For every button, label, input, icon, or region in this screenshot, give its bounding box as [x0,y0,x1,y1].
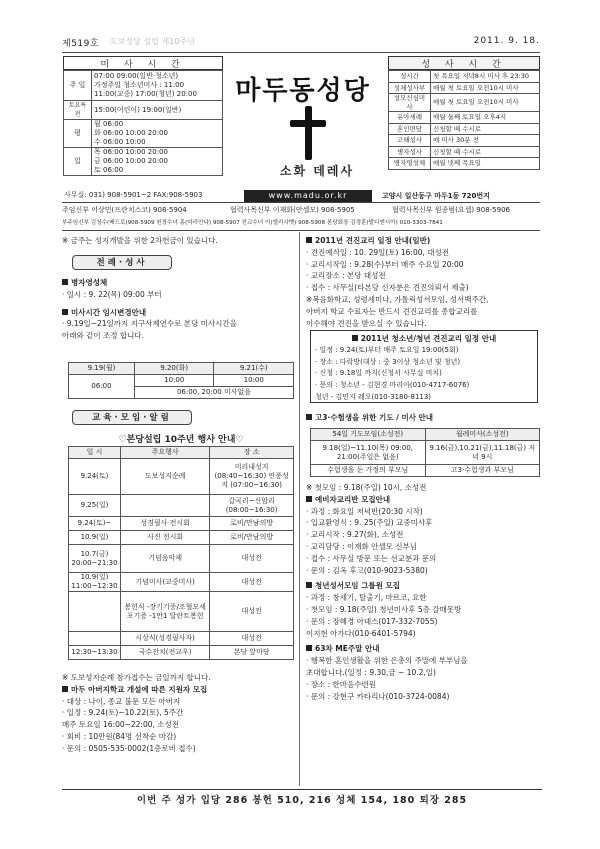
staff-contact: 협력사목신부 원종범(요셉) 908-5906 [392,206,510,214]
top-bar [62,34,540,50]
sacrament-row [389,94,540,112]
section-line: · 과정 : 화요일 저녁반(20:30 시작) [306,506,423,516]
table-header: 장 소 [210,447,294,459]
table-header: 54일 기도모임(소성전) [311,429,426,441]
sacrament-row [389,112,540,124]
table-cell: 시상식(성경필사자) [120,632,209,646]
note-pilgrimage: ※ 도보성지순례 참가접수는 금일까지 합니다. [62,673,211,682]
mass-time: 토 06:00 [94,166,124,174]
square-bullet-icon [306,237,312,243]
mass-time: 금 06:00 10:00 20:00 [94,157,168,165]
section-pill-education: 교육·모임·알림 [72,410,192,425]
section-line: 이지현 아가다(010-6401-5794) [306,628,416,638]
square-bullet-icon [62,309,68,315]
mass-day: 일 [64,148,92,176]
square-bullet-icon [62,279,68,285]
table-header: 9.19(월) [69,363,135,375]
table-cell: 대성전 [210,545,294,573]
section-line: · 문의 : 장혜경 아녜스(017-332-7055) [306,616,438,626]
table-row [69,545,294,573]
mass-times-table [63,70,223,176]
section-line: · 대상 : 나이, 종교 불문 모든 아버지 [62,696,181,706]
sacrament-name: 고해성사 [389,135,431,147]
mass-time: 월 06:00 [94,120,124,128]
sacrament-row [389,146,540,158]
event-title: ♡본당설립 10주년 행사 안내♡ [118,435,244,445]
section-line: · 교리장소 : 본당 대성전 [306,271,386,281]
table-header: 9.20(화) [134,363,213,375]
mass-time: 15:00(어린이) 19:00(일반) [92,101,223,120]
square-bullet-icon [306,645,312,651]
sacrament-schedule: 매월 첫 토요일 오전10시 미사 [431,94,540,112]
table-cell: 로비/만남의방 [210,531,294,545]
section-heading: 병자영성체 [62,277,294,289]
section-line: · 9.19일~21일까지 지구사제연수로 본당 미사시간을 [62,319,237,329]
section-line: ※복음화학교, 성령세미나, 가톨릭성서모임, 성서백주간, [306,294,489,304]
table-cell: 10.9(일) [69,531,121,545]
mass-times-title: 미 사 시 간 [63,56,223,70]
section-line: 매주 토요일 16:00~22:00, 소성전 [62,720,180,730]
table-cell: 대성전 [210,573,294,592]
table-row [69,531,294,545]
hymn-footer: 이번 주 성가 입당 286 봉헌 510, 216 성체 154, 180 퇴장 285 [62,789,542,805]
section-heading: 고3·수험생을 위한 기도 / 미사 안내 [306,412,542,424]
sacrament-schedule: 신청할 때 수시로 [431,123,540,135]
mass-change-table [68,362,294,399]
section-line: · 일정 : 9.24(토)부터 매주 토요일 19:00(5회) [315,345,459,354]
table-cell: 본당 앞마당 [210,646,294,660]
table-cell: 기념음악제 [120,545,209,573]
section-pill-liturgy: 전례·성사 [72,255,172,270]
table-cell: 9.24(토) [69,459,121,495]
section-line: · 문의 : 강현구 카타리나(010-3724-0084) [306,691,450,701]
table-cell: 기념미사(교중미사) [120,573,209,592]
table-cell: 미리내성지 (08:40~16:30) 연풍성지 (07:00~16:30) [210,459,294,495]
mass-day: 평 [64,120,92,148]
table-header: 주요행사 [120,447,209,459]
anniversary-events-table [68,446,294,660]
sacrament-name: 혼인면담 [389,123,431,135]
left-column [62,235,294,247]
table-header: 월례미사(소성전) [425,429,540,441]
table-cell: 대성전 [210,632,294,646]
prayer-table [310,428,540,477]
square-bullet-icon [306,582,312,588]
table-row [69,495,294,517]
table-row [69,646,294,660]
sacrament-row [389,71,540,83]
section-heading: 미사시간 임시변경안내 [62,307,294,319]
column-divider [299,232,300,786]
table-cell [120,495,209,517]
sacrament-schedule: 매 미사 30분 전 [431,135,540,147]
table-row [69,632,294,646]
sacrament-name: 유아세례 [389,112,431,124]
section-heading: 청년성서모임 그룹원 모집 [306,580,542,592]
section-heading: 2011년 견진교리 일정 안내(일반) [306,235,542,247]
table-row [69,459,294,495]
table-cell: 9.25(일) [69,495,121,517]
table-cell: 국수잔치(전교우) [120,646,209,660]
right-block-3 [306,412,542,424]
mass-time: 화 06:00 10:00 20:00 [94,129,168,137]
table-header: 9.21(수) [214,363,294,375]
mass-time: 수 06:00 10:00 [94,138,146,146]
staff-line-2: 부주임신부 김청수(베드로)908-5909 원장수녀 홍(마리안나) 908-5907 전교수녀 이(엘리사벳) 908-5908 본당회장 김정훈(발디엔시아) 010-3303-7841 [62,220,443,226]
mass-time: 07:00 09:00(일반·청소년) [94,72,179,80]
section-line: · 교리시작 : 9.27(화), 소성전 [306,530,404,540]
sacrament-times-title: 성 사 시 간 [388,56,540,70]
youth-confirmation-box [310,330,538,403]
square-bullet-icon [62,686,68,692]
section-line: · 장소 : 한마음수련원 [306,679,377,689]
left-block-2 [62,672,294,755]
section-line: · 견진예식일 : 10. 29일(토) 16:00, 대성전 [306,247,449,257]
staff-contact: 주임신부 이상민(프란치스코) 908-5904 [62,206,187,214]
table-cell: 12:30~13:30 [69,646,121,660]
table-cell [69,632,121,646]
section-line: · 교리담당 : 이재화 안셀모 신부님 [306,541,418,551]
table-cell: 06:00, 20:00 미사없음 [134,387,293,399]
table-cell: 10:00 [214,375,294,387]
table-cell: 9.24(토)~ [69,517,121,531]
section-line: 초대합니다.(일정 : 9.30,금 ~ 10.2,일) [306,667,436,677]
section-line: · 일시 : 9. 22(목) 09:00 부터 [62,289,162,299]
section-heading: 예비자교리반 모집안내 [306,494,542,506]
table-cell: 성경필사 전시회 [120,517,209,531]
section-line: · 입교환영식 : 9. 25(주일) 교중미사후 [306,518,433,528]
sacrament-schedule: 첫 목요일 저녁8시 미사 후 23:30 [431,71,540,83]
right-block-1 [306,235,542,329]
top-rule [62,52,540,53]
sacrament-name: 성체성사부 [389,82,431,94]
section-line: · 접수 : 사무실(타본당 신자분은 견진의뢰서 제출) [306,283,469,293]
sacrament-name: 병자성사 [389,146,431,158]
table-row [69,592,294,632]
table-cell: 06:00 [69,375,135,399]
sacrament-name: 성시간 [389,71,431,83]
section-line: 아버지 학교 수료자는 반드시 견진교리를 종합교리를 [306,306,478,316]
section-heading: 마두 아버지학교 개설에 따른 지원자 모집 [62,684,294,696]
section-line: 아래와 같이 조정 합니다. [62,331,144,341]
sacrament-row [389,158,540,170]
table-cell: 9.18(일)~11.10(목) 09:00, 21:00(주일은 없음) [311,441,426,465]
website-link[interactable]: www.madu.or.kr [244,190,372,202]
section-line: · 문의 : 청소년 - 김현경 마리아(010-4717-6076) [315,381,470,390]
table-cell: 도보성지순례 [120,459,209,495]
mass-time: 11:00(교중) 17:00(청년) 20:00 [94,90,197,98]
patron-saint: 소화 데레사 [279,164,355,178]
staff-contact: 협력사목신부 이재화(안셀모) 908-5905 [230,206,355,214]
office-phone: 사무실: 031) 908-5901~2 FAX:908-5903 [64,191,203,199]
note-second-collection: ※ 금주는 성지개발을 위한 2차헌금이 있습니다. [62,236,218,245]
section-line: · 문의 : 김옥 후고(010-9023-5380) [306,565,428,575]
staff-line-1 [62,205,542,215]
sacrament-schedule: 신청할 때 수시로 [431,146,540,158]
sacrament-name: 성모신심미사 [389,94,431,112]
table-cell: 로비/만남의방 [210,517,294,531]
table-cell: 대성전 [210,592,294,632]
table-cell: 갈곡리~신암리 (08:00~16:30) [210,495,294,517]
section-heading: 2011년 청소년/청년 견진교리 일정 안내 [315,333,533,345]
mass-time: 목 06:00 10:00 20:00 [94,148,168,156]
section-line: · 접수 : 사무실 방문 또는 선교분과 문의 [306,553,437,563]
issue-date: 2011. 9. 18. [473,36,540,46]
table-header: 일 시 [69,447,121,459]
table-cell: 사진 전시회 [120,531,209,545]
faint-banner-text: 도보성당 설립 제10주년 [110,37,195,46]
section-line: · 과정 : 창세기, 탈출기, 마르코, 요한 [306,593,427,603]
mass-day: 토요특전 [64,101,92,120]
sacrament-row [389,123,540,135]
table-cell: 고3·수험생과 부모님 [425,465,540,477]
sacrament-schedule: 매월 첫 토요일 오전10시 미사 [431,82,540,94]
mass-day: 주 일 [64,71,92,101]
section-line: · 신청 : 9.18일 까지(신청서 사무실 비치) [315,369,442,378]
sacrament-schedule: 매월 넷째 목요일 [431,158,540,170]
note-first-meeting: ※ 첫모임 : 9.18(주일) 10시, 소성전 [306,483,427,492]
cross-logo-icon [290,106,326,160]
sacrament-row [389,82,540,94]
table-cell: 봉헌식 -장기기증/조혈모세포기증 -1만1 달란트봉헌 [120,592,209,632]
table-cell: 10.9(일) 11:00~12:30 [69,573,121,592]
sacrament-schedule: 매월 둘째 토요일 오후4시 [431,112,540,124]
square-bullet-icon [352,335,358,341]
contact-bottom-rule [62,230,540,231]
parish-title: 마두동성당 [235,76,371,106]
table-cell: 10.7(금) 20:00~21:30 [69,545,121,573]
section-line: · 일정 : 9.24(토)~10.22(토), 5주간 [62,708,184,718]
right-block-4 [306,482,542,702]
contact-rule [62,202,540,203]
table-row [69,573,294,592]
address: 고양시 일산동구 마두1동 720번지 [382,192,490,200]
left-block-1 [62,277,294,342]
section-line: · 회비 : 10만원(84명 선착순 마감) [62,731,177,741]
section-line: 청년 - 김민지 레오(010-3180-8113) [315,392,432,401]
section-line: 이수해야 견진을 받으실 수 있습니다. [306,318,427,328]
square-bullet-icon [306,496,312,502]
sacrament-times-table [388,70,540,170]
sacrament-name: 병자영성체 [389,158,431,170]
table-cell [69,592,121,632]
table-row [69,517,294,531]
section-line: · 첫모임 : 9.18(주일) 청년미사후 5층 갈매못방 [306,604,462,614]
mass-time: 가정주일 청소년미사 : 11:00 [94,81,185,89]
issue-number: 제519호 [62,39,100,49]
table-cell: 10:00 [134,375,213,387]
section-heading: 63차 ME주말 안내 [306,643,542,655]
table-cell: 수험생을 둔 가정의 부모님 [311,465,426,477]
section-line: · 교리시작일 : 9.28(수)부터 매주 수요일 20:00 [306,259,464,269]
section-line: · 문의 : 0505-535-0002(1층로비 접수) [62,743,196,753]
square-bullet-icon [306,414,312,420]
table-cell: 9.16(금),10.21(금),11.18(금) 저녁 9시 [425,441,540,465]
section-line: · 행복한 혼인생활을 위한 은총의 주말에 부부님을 [306,656,468,666]
section-line: · 장소 : 다락방(대상 : 중 3이상 청소년 및 청년) [315,357,461,366]
sacrament-row [389,135,540,147]
